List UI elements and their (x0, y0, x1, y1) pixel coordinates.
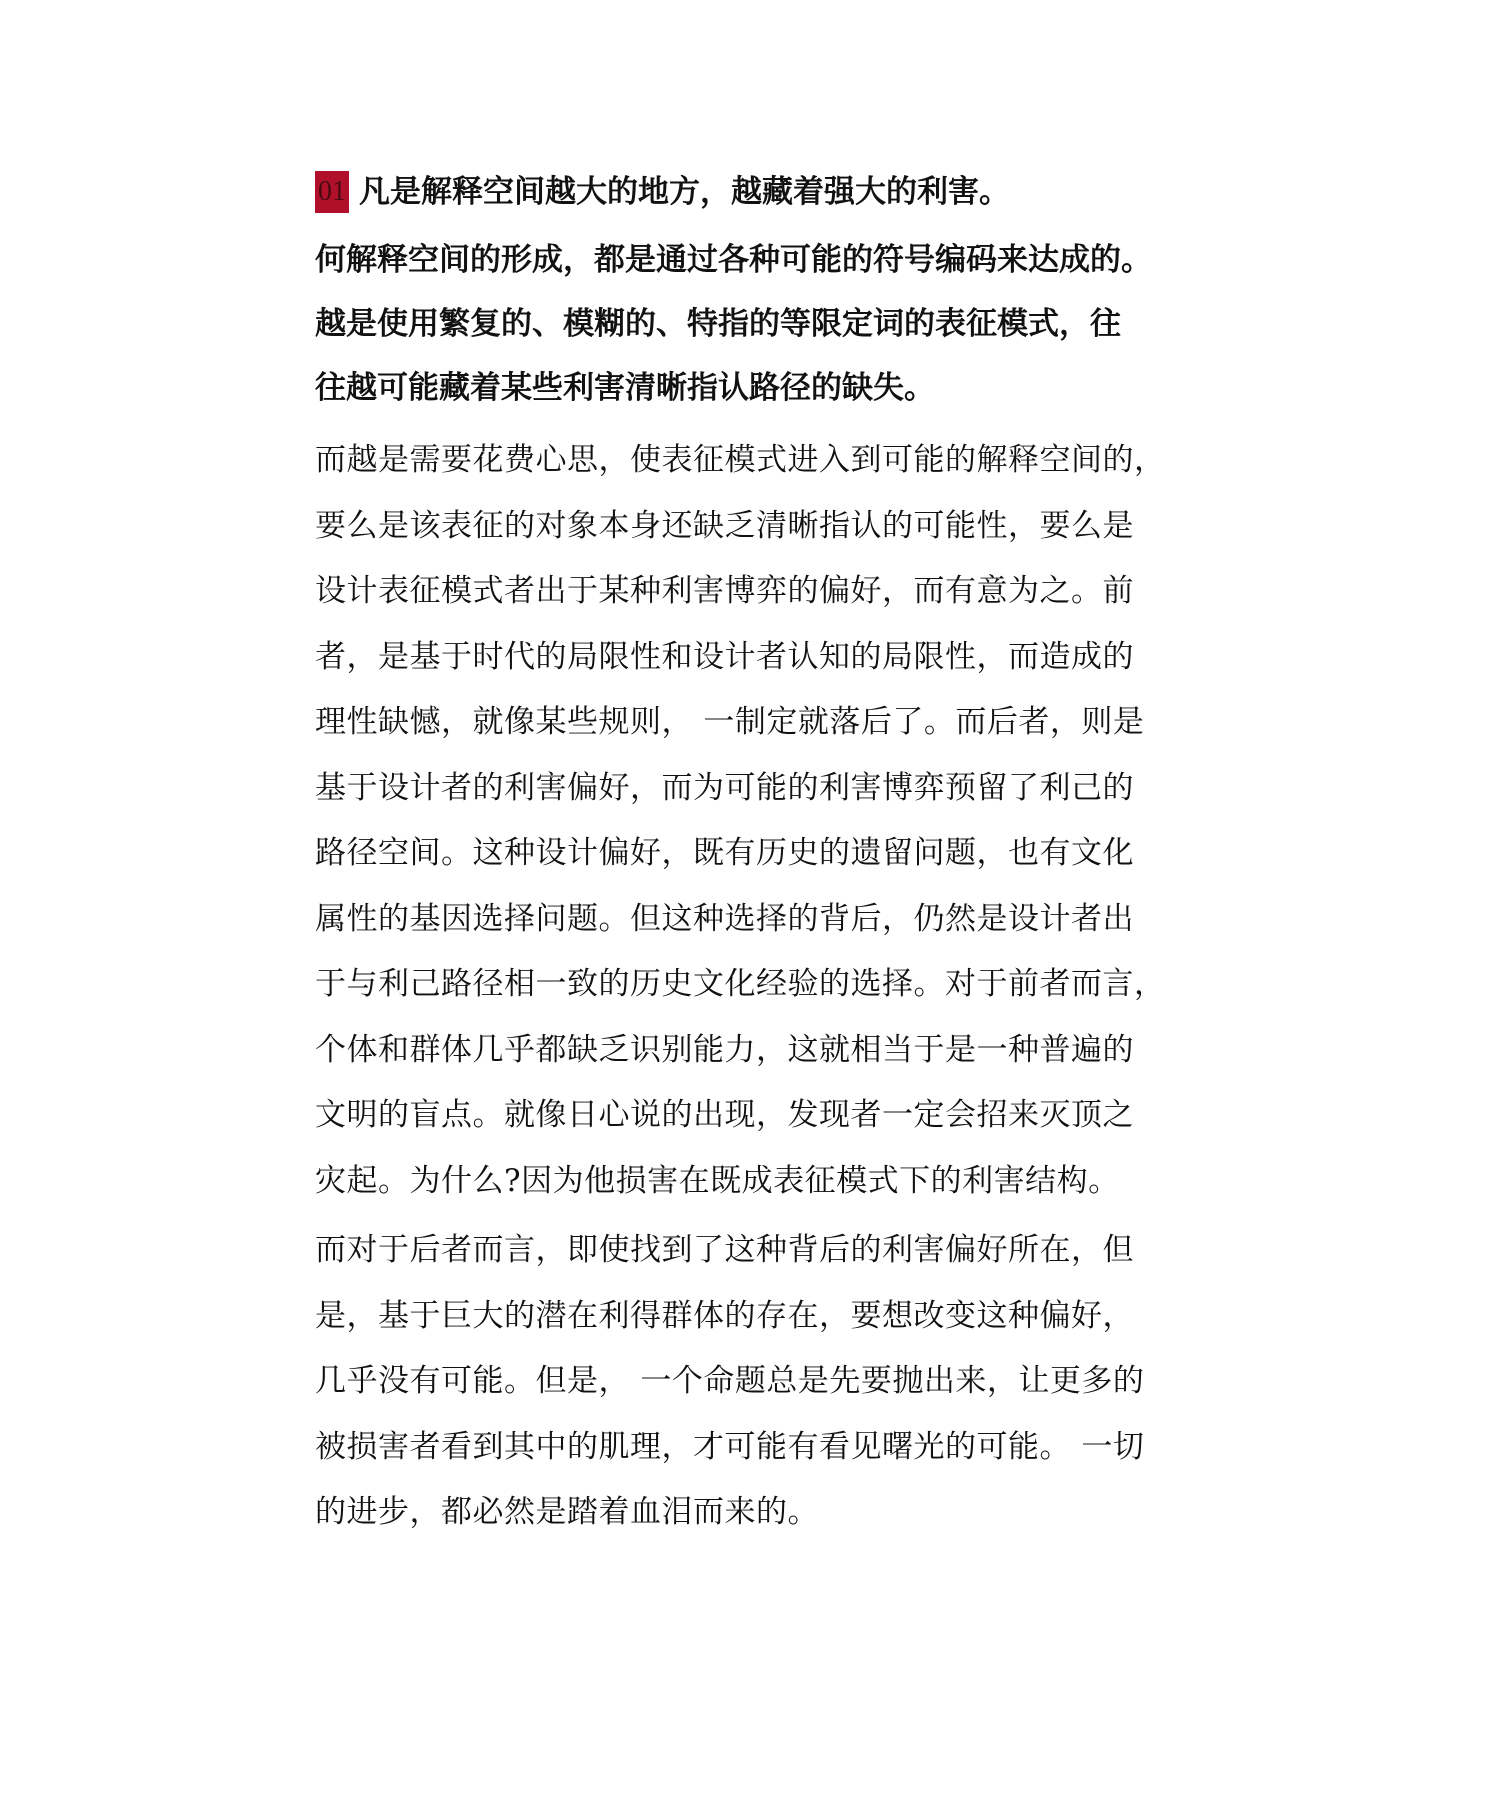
text-line: 何解释空间的形成，都是通过各种可能的符号编码来达成的。 (315, 242, 1152, 278)
text-line: 是，基于巨大的潜在利得群体的存在，要想改变这种偏好， (315, 1297, 1134, 1334)
text-line: 属性的基因选择问题。但这种选择的背后，仍然是设计者出 (315, 900, 1134, 937)
text-line: 的进步，都必然是踏着血泪而来的。 (315, 1494, 819, 1530)
body-paragraph-2 (315, 1218, 1235, 1546)
body-paragraph-1 (315, 428, 1235, 1214)
text-line: 被损害者看到其中的肌理，才可能有看见曙光的可能。 一切 (315, 1428, 1145, 1465)
text-line: 路径空间。这种设计偏好，既有历史的遗留问题，也有文化 (315, 835, 1134, 871)
text-line: 几乎没有可能。但是， 一个命题总是先要抛出来，让更多的 (315, 1363, 1145, 1399)
text-line: 要么是该表征的对象本身还缺乏清晰指认的可能性，要么是 (315, 507, 1134, 544)
text-line: 越是使用繁复的、模糊的、特指的等限定词的表征模式，往 (315, 306, 1121, 342)
text-line: 者，是基于时代的局限性和设计者认知的局限性，而造成的 (315, 638, 1134, 675)
text-line: 于与利己路径相一致的历史文化经验的选择。对于前者而言， (315, 966, 1166, 1002)
text-line: 而对于后者而言，即使找到了这种背后的利害偏好所在，但 (315, 1232, 1134, 1268)
section-heading (315, 170, 1235, 214)
text-line: 灾起。为什么?因为他损害在既成表征模式下的利害结构。 (315, 1162, 1120, 1199)
section-heading-text: 凡是解释空间越大的地方，越藏着强大的利害。 (359, 174, 1010, 210)
bold-paragraph (315, 228, 1235, 420)
text-line: 往越可能藏着某些利害清晰指认路径的缺失。 (315, 370, 935, 406)
text-line: 理性缺憾，就像某些规则， 一制定就落后了。而后者，则是 (315, 704, 1145, 740)
text-line: 个体和群体几乎都缺乏识别能力，这就相当于是一种普遍的 (315, 1031, 1134, 1068)
text-line: 基于设计者的利害偏好，而为可能的利害博弈预留了利己的 (315, 769, 1134, 806)
text-line: 文明的盲点。就像日心说的出现，发现者一定会招来灭顶之 (315, 1097, 1134, 1133)
section-number-badge: 01 (315, 171, 349, 213)
article-body (315, 170, 1235, 1550)
text-line: 设计表征模式者出于某种利害博弈的偏好，而有意为之。前 (315, 573, 1134, 609)
text-line: 而越是需要花费心思，使表征模式进入到可能的解释空间的， (315, 442, 1166, 478)
